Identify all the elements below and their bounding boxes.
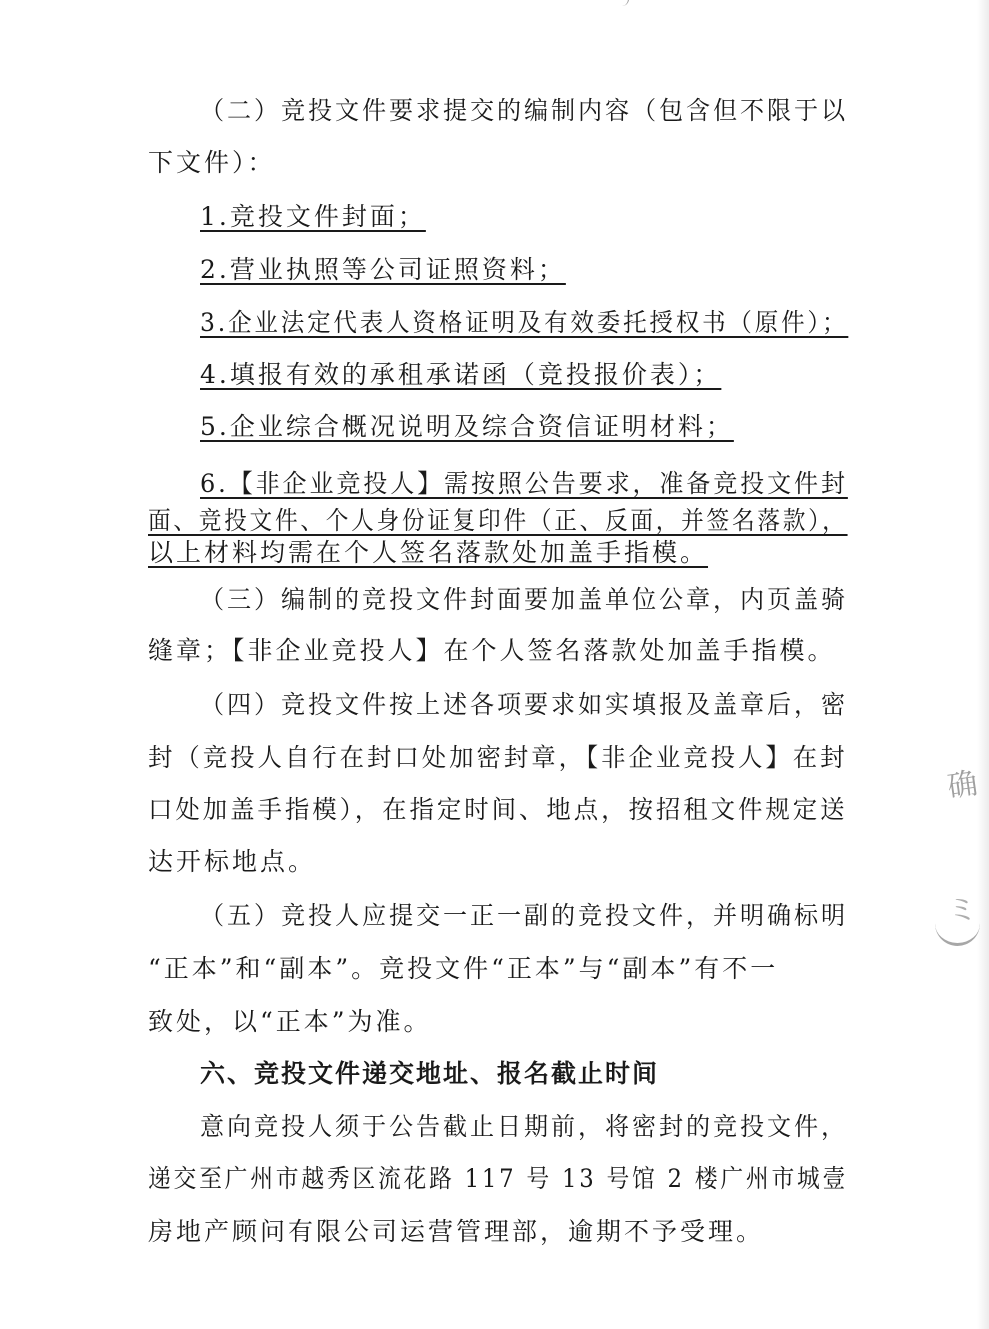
stamp-arc xyxy=(935,905,980,946)
paragraph-3-line-1: （三）编制的竞投文件封面要加盖单位公章，内页盖骑 xyxy=(200,585,849,614)
list-item-6-line-1: 6.【非企业竞投人】需按照公告要求，准备竞投文件封 xyxy=(200,469,848,498)
paragraph-5-line-1: （五）竞投人应提交一正一副的竞投文件，并明确标明 xyxy=(200,901,849,930)
partial-seal-stamp xyxy=(935,760,989,950)
stamp-fragment-2: ミ xyxy=(945,891,979,930)
scan-edge-shadow xyxy=(977,0,989,1329)
list-item-3: 3.企业法定代表人资格证明及有效委托授权书（原件）； xyxy=(200,308,849,337)
section-6-body-line-2: 递交至广州市越秀区流花路 117 号 13 号馆 2 楼广州市城壹 xyxy=(148,1164,849,1193)
list-item-6-line-2: 面、竞投文件、个人身份证复印件（正、反面，并签名落款）， xyxy=(148,506,848,535)
paragraph-2-line-2: 下文件）： xyxy=(148,148,276,177)
paragraph-2-line-1: （二）竞投文件要求提交的编制内容（包含但不限于以 xyxy=(200,96,849,125)
list-item-5: 5.企业综合概况说明及综合资信证明材料； xyxy=(200,412,734,441)
section-6-heading: 六、竞投文件递交地址、报名截止时间 xyxy=(200,1059,660,1088)
top-bracket-mark xyxy=(620,0,629,6)
stamp-fragment-1: 确 xyxy=(945,766,980,805)
paragraph-3-line-2: 缝章；【非企业竞投人】在个人签名落款处加盖手指模。 xyxy=(148,636,836,665)
list-item-6-line-3: 以上材料均需在个人签名落款处加盖手指模。 xyxy=(148,538,709,567)
list-item-1: 1.竞投文件封面； xyxy=(200,202,426,231)
paragraph-4-line-2: 封（竞投人自行在封口处加密封章，【非企业竞投人】在封 xyxy=(148,743,848,772)
paragraph-4-line-3: 口处加盖手指模），在指定时间、地点，按招租文件规定送 xyxy=(148,795,848,824)
list-item-4: 4.填报有效的承租承诺函（竞投报价表）； xyxy=(200,360,722,389)
paragraph-4-line-4: 达开标地点。 xyxy=(148,847,317,876)
section-6-body-line-1: 意向竞投人须于公告截止日期前，将密封的竞投文件， xyxy=(200,1112,849,1141)
paragraph-5-line-2: “正本”和“副本”。竞投文件“正本”与“副本”有不一 xyxy=(148,954,779,983)
section-6-body-line-3: 房地产顾问有限公司运营管理部，逾期不予受理。 xyxy=(148,1217,765,1246)
list-item-2: 2.营业执照等公司证照资料； xyxy=(200,255,566,284)
paragraph-5-line-3: 致处，以“正本”为准。 xyxy=(148,1007,432,1036)
paragraph-4-line-1: （四）竞投文件按上述各项要求如实填报及盖章后，密 xyxy=(200,690,849,719)
